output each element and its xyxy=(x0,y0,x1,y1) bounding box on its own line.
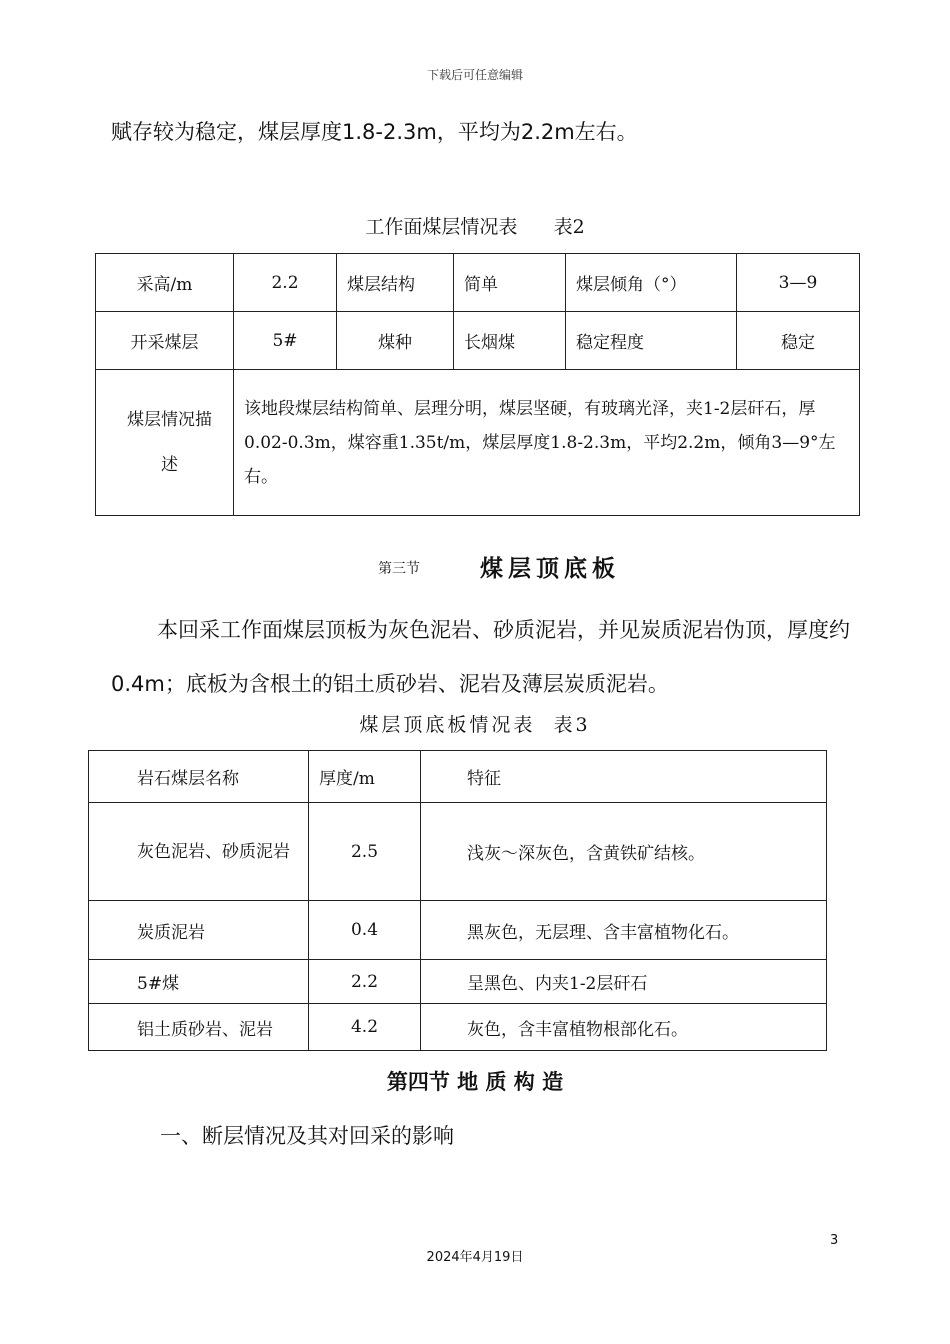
table-cell: 稳定 xyxy=(737,312,860,370)
table-row xyxy=(96,312,860,370)
table-cell: 5#煤 xyxy=(89,960,309,1004)
table-cell: 灰色，含丰富植物根部化石。 xyxy=(421,1004,827,1051)
table-row xyxy=(89,1004,827,1051)
table-cell: 5# xyxy=(234,312,337,370)
table-cell: 黑灰色，无层理、含丰富植物化石。 xyxy=(421,901,827,960)
table-row xyxy=(89,901,827,960)
table-cell: 煤层倾角（°） xyxy=(566,254,737,312)
table-cell: 开采煤层 xyxy=(96,312,234,370)
table-header: 特征 xyxy=(421,751,827,803)
table-cell: 2.2 xyxy=(309,960,421,1004)
table-cell: 稳定程度 xyxy=(566,312,737,370)
table-cell: 2.5 xyxy=(309,803,421,901)
table-row xyxy=(96,254,860,312)
table-row xyxy=(89,960,827,1004)
table-cell: 煤种 xyxy=(337,312,454,370)
page-number: 3 xyxy=(830,1233,839,1248)
table-cell: 简单 xyxy=(454,254,566,312)
table-cell: 灰色泥岩、砂质泥岩 xyxy=(89,803,309,901)
table-cell: 煤层结构 xyxy=(337,254,454,312)
table-cell: 长烟煤 xyxy=(454,312,566,370)
paragraph-roof-floor: 本回采工作面煤层顶板为灰色泥岩、砂质泥岩，并见炭质泥岩伪顶，厚度约0.4m；底板为含根土的铝土质砂岩、泥岩及薄层炭质泥岩。 xyxy=(111,618,850,696)
section-label: 第三节 xyxy=(378,561,420,577)
paragraph-coal-seam-stability: 赋存较为稳定，煤层厚度1.8-2.3m，平均为2.2m左右。 xyxy=(111,120,638,144)
table-cell-desc-label: 煤层情况描述 xyxy=(96,370,234,516)
table-cell: 炭质泥岩 xyxy=(89,901,309,960)
table-header: 厚度/m xyxy=(309,751,421,803)
table-cell: 采高/m xyxy=(96,254,234,312)
page-header: 下载后可任意编辑 xyxy=(426,68,523,82)
table3-caption: 煤层顶底板情况表 表3 xyxy=(359,714,591,736)
table-cell: 呈黑色、内夹1-2层矸石 xyxy=(421,960,827,1004)
section-title: 第四节 地 质 构 造 xyxy=(386,1070,564,1094)
table-cell: 3—9 xyxy=(737,254,860,312)
subheading: 一、断层情况及其对回采的影响 xyxy=(160,1124,454,1148)
table-cell: 浅灰～深灰色，含黄铁矿结核。 xyxy=(421,803,827,901)
table-cell: 铝土质砂岩、泥岩 xyxy=(89,1004,309,1051)
coal-seam-table xyxy=(95,253,860,516)
table-cell: 2.2 xyxy=(234,254,337,312)
table-cell: 4.2 xyxy=(309,1004,421,1051)
footer-date: 2024年4月19日 xyxy=(426,1250,524,1265)
table2-caption: 工作面煤层情况表 表2 xyxy=(365,216,585,238)
table-cell: 0.4 xyxy=(309,901,421,960)
table-row xyxy=(89,803,827,901)
table-header-row xyxy=(89,751,827,803)
roof-floor-table xyxy=(88,750,827,1051)
table-header: 岩石煤层名称 xyxy=(89,751,309,803)
section-title: 煤层顶底板 xyxy=(480,556,620,582)
table-cell-desc-text: 该地段煤层结构简单、层理分明，煤层坚硬，有玻璃光泽，夹1-2层矸石，厚0.02-0.3m，煤容重1.35t/m，煤层厚度1.8-2.3m，平均2.2m，倾角3—9°左右。 xyxy=(234,370,860,516)
table-row xyxy=(96,370,860,516)
